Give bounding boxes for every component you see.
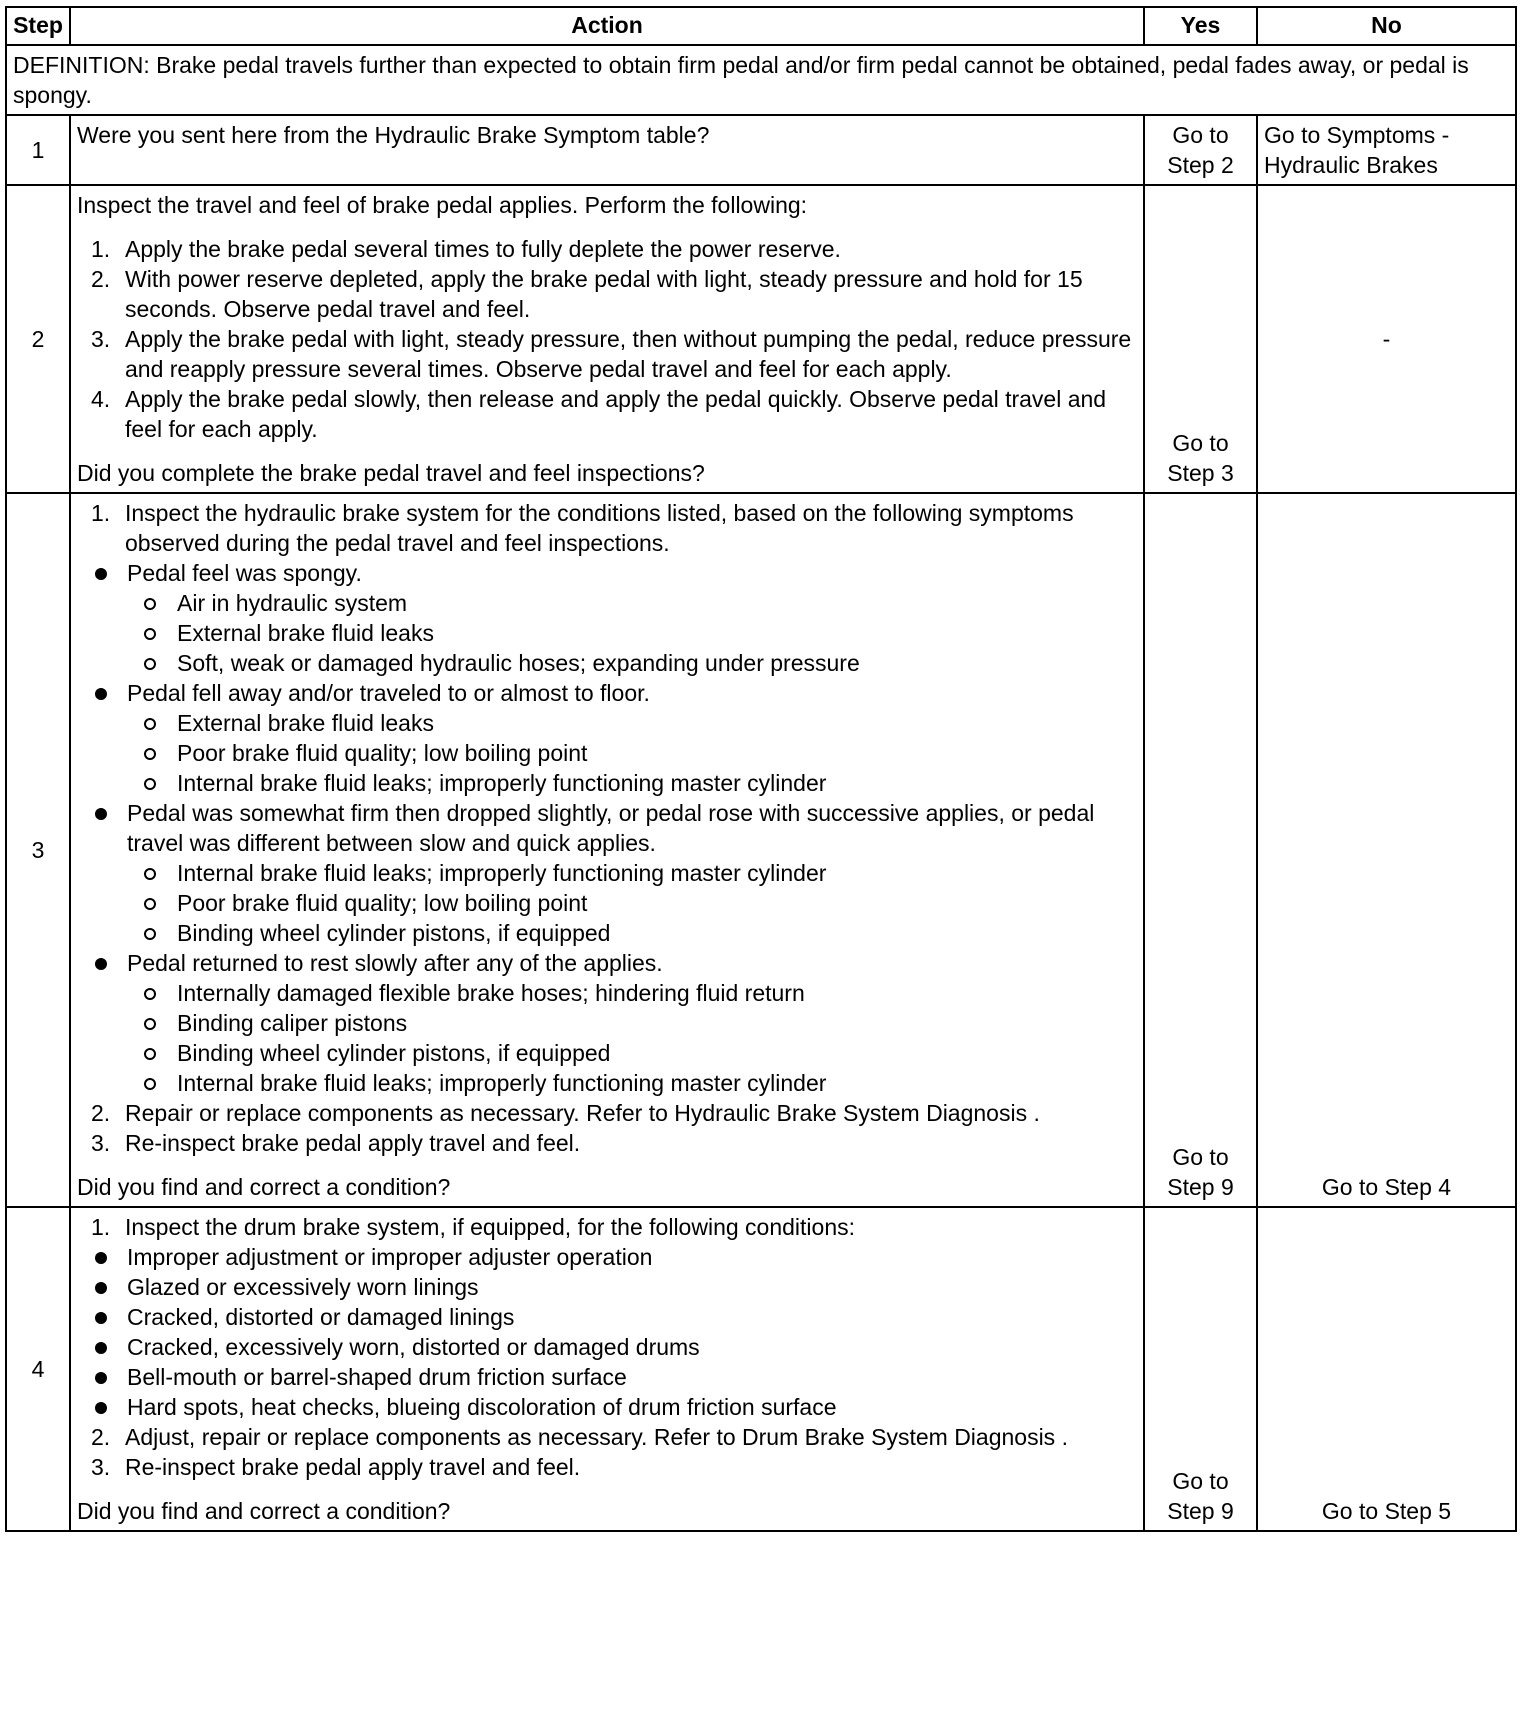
cause-item: Internal brake fluid leaks; improperly functioning master cylinder — [127, 768, 1137, 798]
no-cell: - — [1257, 185, 1516, 493]
step-number: 2 — [6, 185, 70, 493]
list-item: 1. Inspect the hydraulic brake system for the conditions listed, based on the following symptoms observed during the pedal travel and feel inspections. Pedal feel was spongy. Air in hydraulic system External brake fluid leaks Soft, weak or damaged hydraulic hoses; expanding under pressure Pedal fell away and/or traveled to or almost to floor. External brake fluid leaks Poor brake fluid quality; low boiling point Internal brake fluid leaks; improperly functioning master cylinder Pedal was somewhat firm then dropped slightly, or pedal rose with successive applies, or pedal travel was different between slow and quick applies. Internal brake fluid leaks; improperly functioning master cylinder Poor brake fluid quality; low boiling point Binding wheel cylinder pistons, if equipped Pedal returned to rest slowly after any of the applies. Internally damaged flexible brake hoses; hindering fluid return Binding caliper pistons Binding wheel cylinder pistons, if equipped Internal brake fluid leaks; improperly functioning master cylinder — [77, 498, 1137, 1098]
no-cell: Go to Symptoms - Hydraulic Brakes — [1257, 115, 1516, 185]
no-cell: Go to Step 4 — [1257, 493, 1516, 1207]
cause-item: External brake fluid leaks — [127, 618, 1137, 648]
no-cell: Go to Step 5 — [1257, 1207, 1516, 1531]
header-no: No — [1257, 7, 1516, 45]
numbered-list — [77, 1212, 1137, 1482]
cause-item: Poor brake fluid quality; low boiling point — [127, 888, 1137, 918]
symptom-item: Pedal feel was spongy. Air in hydraulic system External brake fluid leaks Soft, weak or damaged hydraulic hoses; expanding under pressure — [77, 558, 1137, 678]
yes-cell: Go to Step 9 — [1144, 1207, 1257, 1531]
symptom-item: Pedal was somewhat firm then dropped slightly, or pedal rose with successive applies, or pedal travel was different between slow and quick applies. Internal brake fluid leaks; improperly functioning master cylinder Poor brake fluid quality; low boiling point Binding wheel cylinder pistons, if equipped — [77, 798, 1137, 948]
table-row-step-3 — [6, 493, 1516, 1207]
header-action: Action — [70, 7, 1144, 45]
list-item: 3. Re-inspect brake pedal apply travel and feel. — [91, 1130, 581, 1156]
definition-row — [6, 45, 1516, 115]
cause-item: Air in hydraulic system — [127, 588, 1137, 618]
cause-item: Internal brake fluid leaks; improperly functioning master cylinder — [127, 1068, 1137, 1098]
diagnostic-table — [5, 6, 1517, 1532]
action-cell — [70, 115, 1144, 185]
list-item: 2. Repair or replace components as necessary. Refer to Hydraulic Brake System Diagnosis . — [91, 1100, 1040, 1126]
symptom-item: Pedal fell away and/or traveled to or almost to floor. External brake fluid leaks Poor brake fluid quality; low boiling point Internal brake fluid leaks; improperly functioning master cylinder — [77, 678, 1137, 798]
list-item: 3. Apply the brake pedal with light, steady pressure, then without pumping the pedal, reduce pressure and reapply pressure several times. Observe pedal travel and feel for each apply. — [91, 326, 1132, 382]
list-item: 2. Adjust, repair or replace components as necessary. Refer to Drum Brake System Diagnosis . — [91, 1424, 1068, 1450]
yes-cell: Go to Step 9 — [1144, 493, 1257, 1207]
list-item: 3. Re-inspect brake pedal apply travel and feel. — [91, 1454, 581, 1480]
condition-item: Cracked, distorted or damaged linings — [77, 1302, 1137, 1332]
condition-list — [77, 1242, 1137, 1422]
step-number: 4 — [6, 1207, 70, 1531]
header-yes: Yes — [1144, 7, 1257, 45]
cause-item: External brake fluid leaks — [127, 708, 1137, 738]
numbered-list — [77, 498, 1137, 1158]
action-cell — [70, 493, 1144, 1207]
cause-list — [127, 708, 1137, 798]
table-row-step-1 — [6, 115, 1516, 185]
list-item: 1. Inspect the drum brake system, if equipped, for the following conditions: Improper adjustment or improper adjuster operation Glazed or excessively worn linings Cracked, distorted or damaged linings Cracked, excessively worn, distorted or damaged drums Bell-mouth or barrel-shaped drum friction surface Hard spots, heat checks, blueing discoloration of drum friction surface — [77, 1212, 1137, 1422]
cause-item: Binding caliper pistons — [127, 1008, 1137, 1038]
list-item: 2. With power reserve depleted, apply the brake pedal with light, steady pressure and hold for 15 seconds. Observe pedal travel and feel. — [91, 266, 1083, 322]
action-question: Did you find and correct a condition? — [77, 1174, 451, 1200]
condition-item: Improper adjustment or improper adjuster operation — [77, 1242, 1137, 1272]
list-item: 1. Apply the brake pedal several times to fully deplete the power reserve. — [91, 236, 841, 262]
table-row-step-2 — [6, 185, 1516, 493]
step-number: 1 — [6, 115, 70, 185]
definition-text: DEFINITION: Brake pedal travels further than expected to obtain firm pedal and/or firm pedal cannot be obtained, pedal fades away, or pedal is spongy. — [6, 45, 1516, 115]
cause-list — [127, 978, 1137, 1098]
cause-item: Internally damaged flexible brake hoses; hindering fluid return — [127, 978, 1137, 1008]
cause-list — [127, 858, 1137, 948]
condition-item: Cracked, excessively worn, distorted or damaged drums — [77, 1332, 1137, 1362]
yes-cell: Go to Step 3 — [1144, 185, 1257, 493]
condition-item: Hard spots, heat checks, blueing discoloration of drum friction surface — [77, 1392, 1137, 1422]
numbered-list — [77, 234, 1137, 444]
action-question: Did you complete the brake pedal travel and feel inspections? — [77, 460, 705, 486]
table-row-step-4 — [6, 1207, 1516, 1531]
cause-item: Soft, weak or damaged hydraulic hoses; expanding under pressure — [127, 648, 1137, 678]
cause-item: Binding wheel cylinder pistons, if equipped — [127, 1038, 1137, 1068]
step-number: 3 — [6, 493, 70, 1207]
symptom-item: Pedal returned to rest slowly after any of the applies. Internally damaged flexible brake hoses; hindering fluid return Binding caliper pistons Binding wheel cylinder pistons, if equipped Internal brake fluid leaks; improperly functioning master cylinder — [77, 948, 1137, 1098]
action-question: Did you find and correct a condition? — [77, 1498, 451, 1524]
cause-item: Poor brake fluid quality; low boiling point — [127, 738, 1137, 768]
action-intro: Inspect the travel and feel of brake pedal applies. Perform the following: — [77, 192, 808, 218]
action-cell — [70, 185, 1144, 493]
yes-cell: Go to Step 2 — [1144, 115, 1257, 185]
cause-list — [127, 588, 1137, 678]
action-cell — [70, 1207, 1144, 1531]
symptom-list — [77, 558, 1137, 1098]
list-item: 4. Apply the brake pedal slowly, then release and apply the pedal quickly. Observe pedal travel and feel for each apply. — [91, 386, 1107, 442]
cause-item: Binding wheel cylinder pistons, if equipped — [127, 918, 1137, 948]
cause-item: Internal brake fluid leaks; improperly functioning master cylinder — [127, 858, 1137, 888]
action-question: Were you sent here from the Hydraulic Brake Symptom table? — [77, 122, 710, 148]
diagnostic-table-container — [5, 6, 1515, 1532]
header-step: Step — [6, 7, 70, 45]
condition-item: Bell-mouth or barrel-shaped drum friction surface — [77, 1362, 1137, 1392]
condition-item: Glazed or excessively worn linings — [77, 1272, 1137, 1302]
header-row — [6, 7, 1516, 45]
